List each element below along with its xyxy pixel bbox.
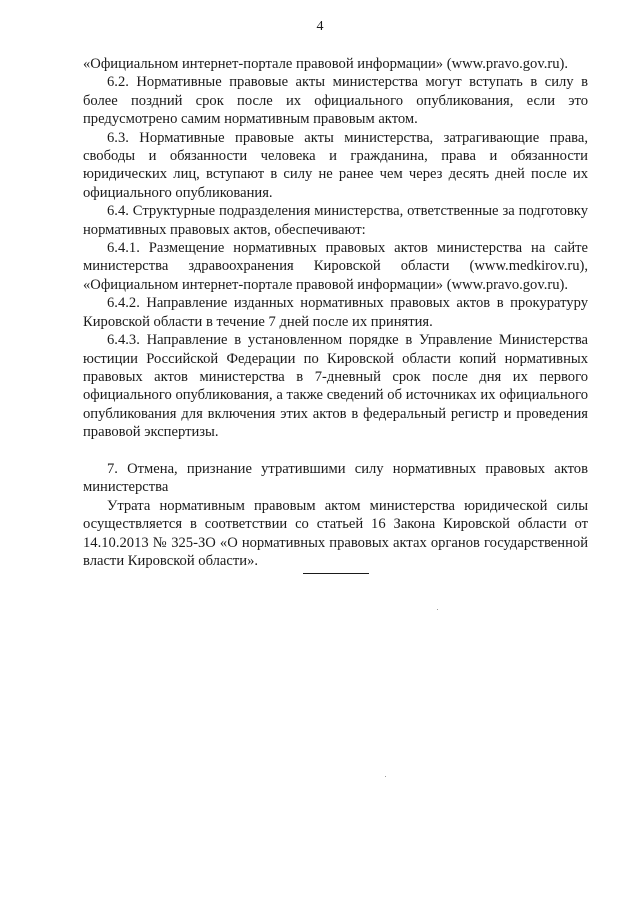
section-7-heading: 7. Отмена, признание утратившими силу нормативных правовых актов министерства [83, 461, 588, 496]
scan-speck [437, 609, 438, 610]
paragraph-6-2: 6.2. Нормативные правовые акты министерства могут вступать в силу в более поздний срок после их официального опубликования, если это предусмотрено самим нормативным правовым актом. [83, 74, 588, 128]
page-number: 4 [316, 19, 324, 34]
paragraph-6-4: 6.4. Структурные подразделения министерства, ответственные за подготовку нормативных правовых актов, обеспечивают: [83, 203, 588, 238]
paragraph-7-body: Утрата нормативным правовым актом министерства юридической силы осуществляется в соответствии со статьей 16 Закона Кировской области от 14.10.2013 № 325-ЗО «О нормативных правовых актах органов государственной власти Кировской области». [83, 497, 588, 570]
paragraph-6-3: 6.3. Нормативные правовые акты министерства, затрагивающие права, свободы и обязанности человека и гражданина, права и обязанности юридических лиц, вступают в силу не ранее чем через десять дней после их официального опубликования. [83, 129, 588, 201]
end-divider-line [303, 573, 369, 574]
paragraph-6-4-3: 6.4.3. Направление в установленном порядке в Управление Министерства юстиции Российской Федерации по Кировской области копий нормативных правовых актов министерства в 7-дневный срок после дня их первого официального опубликования, а также сведений об источниках их официального опубликования для включения этих актов в федеральный регистр и проведения правовой экспертизы. [83, 332, 588, 441]
paragraph-6-4-2: 6.4.2. Направление изданных нормативных правовых актов в прокуратуру Кировской области в течение 7 дней после их принятия. [83, 295, 588, 330]
scan-speck [385, 776, 386, 777]
paragraph-6-4-1: 6.4.1. Размещение нормативных правовых актов министерства на сайте министерства здравоохранения Кировской области (www.medkirov.ru), «Официальном интернет-портале правовой информации» (www.pravo.gov.ru). [83, 240, 588, 293]
paragraph-6-1-continuation: «Официальном интернет-портале правовой информации» (www.pravo.gov.ru). [83, 56, 569, 72]
document-body [83, 55, 588, 570]
